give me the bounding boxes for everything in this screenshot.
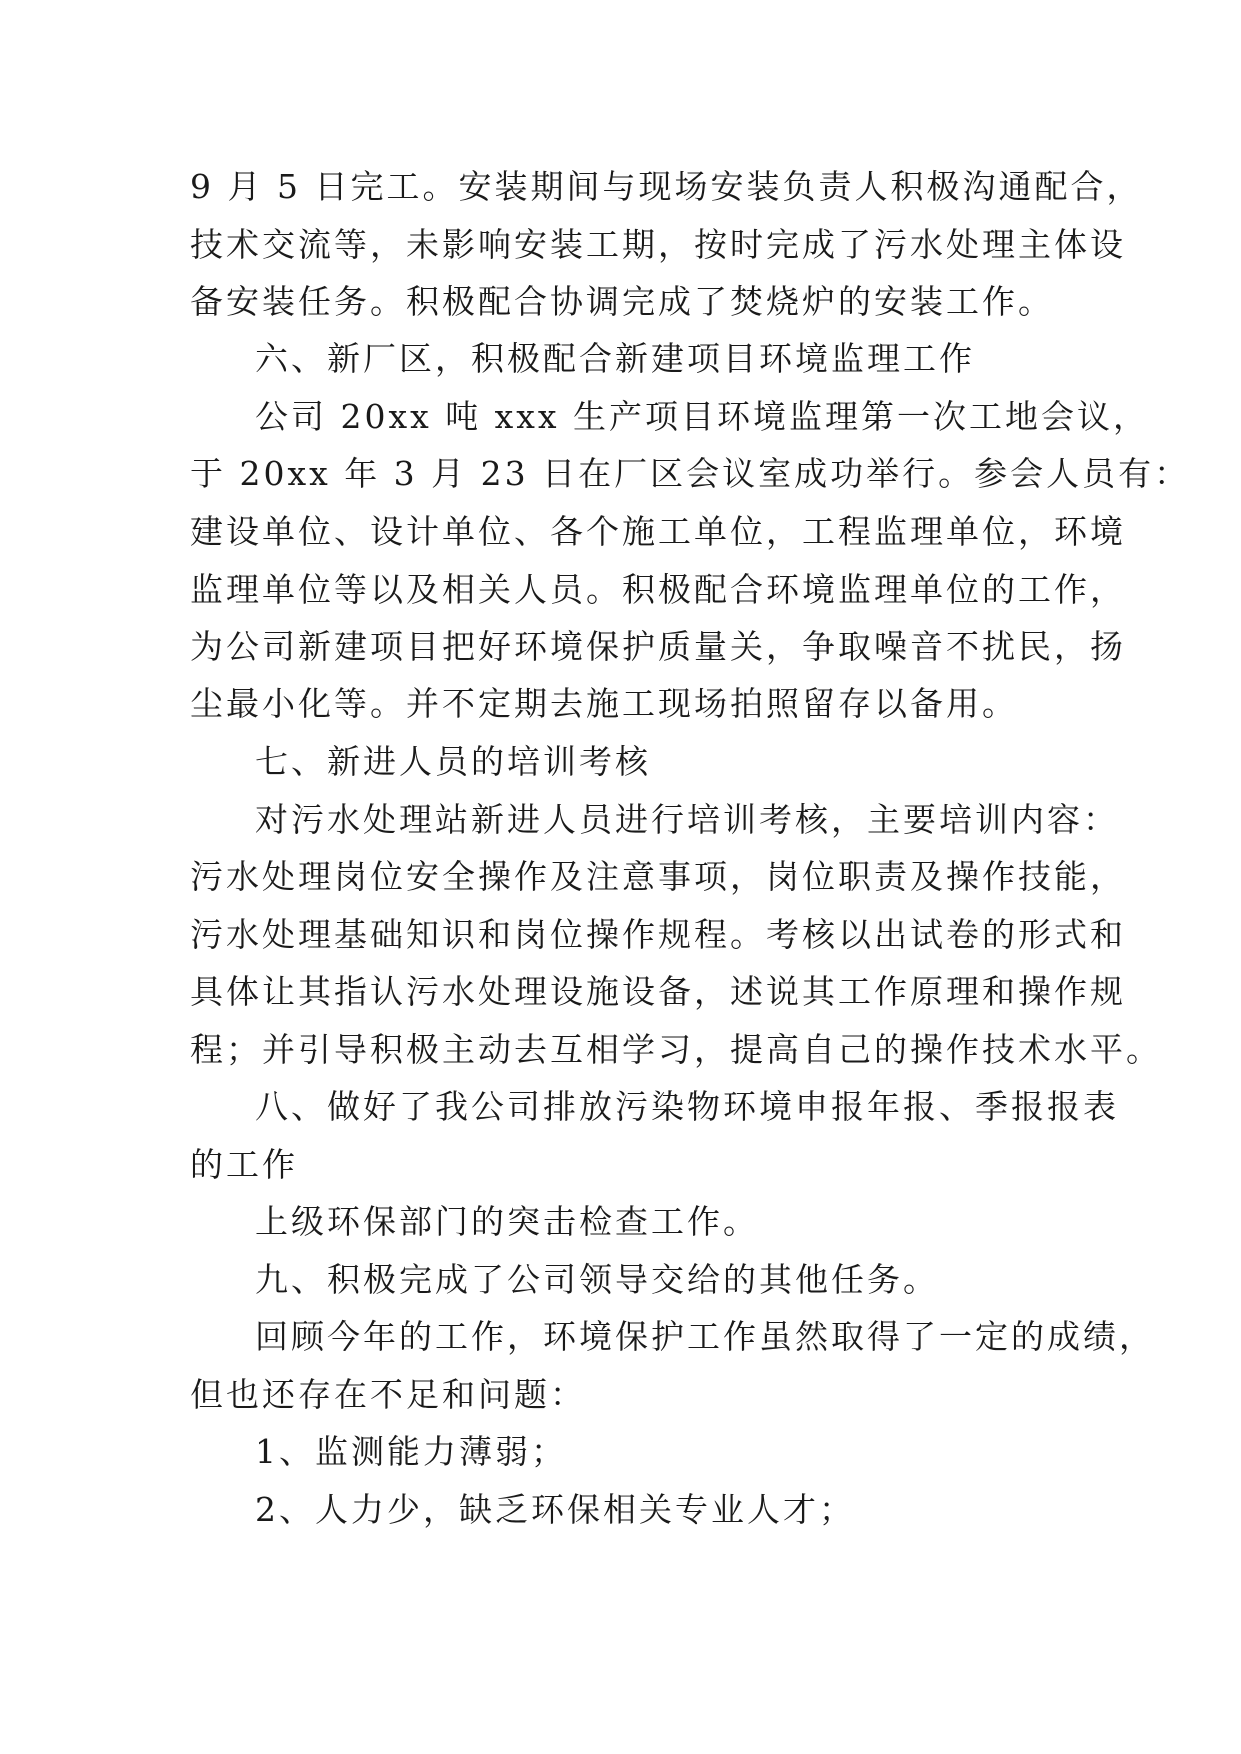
text-line: 上级环保部门的突击检查工作。 <box>255 1202 759 1241</box>
section-heading: 九、积极完成了公司领导交给的其他任务。 <box>255 1260 939 1299</box>
text-line: 尘最小化等。并不定期去施工现场拍照留存以备用。 <box>190 684 1018 723</box>
text-line: 对污水处理站新进人员进行培训考核，主要培训内容： <box>255 800 1119 839</box>
text-line: 技术交流等，未影响安装工期，按时完成了污水处理主体设 <box>190 225 1126 264</box>
text-line: 备安装任务。积极配合协调完成了焚烧炉的安装工作。 <box>190 282 1054 321</box>
text-line: 监理单位等以及相关人员。积极配合环境监理单位的工作， <box>190 570 1126 609</box>
section-heading: 七、新进人员的培训考核 <box>255 742 651 781</box>
text-line: 程；并引导积极主动去互相学习，提高自己的操作技术水平。 <box>190 1030 1162 1069</box>
text-line: 建设单位、设计单位、各个施工单位，工程监理单位，环境 <box>190 512 1126 551</box>
text-line: 污水处理基础知识和岗位操作规程。考核以出试卷的形式和 <box>190 915 1126 954</box>
section-heading: 八、做好了我公司排放污染物环境申报年报、季报报表 <box>255 1087 1119 1126</box>
text-line: 但也还存在不足和问题： <box>190 1375 586 1414</box>
list-item: 2、人力少，缺乏环保相关专业人才； <box>255 1490 855 1529</box>
text-line: 污水处理岗位安全操作及注意事项，岗位职责及操作技能， <box>190 857 1126 896</box>
list-item: 1、监测能力薄弱； <box>255 1432 567 1471</box>
text-line: 回顾今年的工作，环境保护工作虽然取得了一定的成绩， <box>255 1317 1155 1356</box>
section-heading-continued: 的工作 <box>190 1145 298 1184</box>
text-line: 为公司新建项目把好环境保护质量关，争取噪音不扰民，扬 <box>190 627 1126 666</box>
text-line: 9 月 5 日完工。安装期间与现场安装负责人积极沟通配合， <box>190 167 1143 206</box>
text-line: 公司 20xx 吨 xxx 生产项目环境监理第一次工地会议， <box>255 397 1150 436</box>
section-heading: 六、新厂区，积极配合新建项目环境监理工作 <box>255 339 975 378</box>
text-line: 具体让其指认污水处理设施设备，述说其工作原理和操作规 <box>190 972 1126 1011</box>
text-line: 于 20xx 年 3 月 23 日在厂区会议室成功举行。参会人员有： <box>190 454 1191 493</box>
